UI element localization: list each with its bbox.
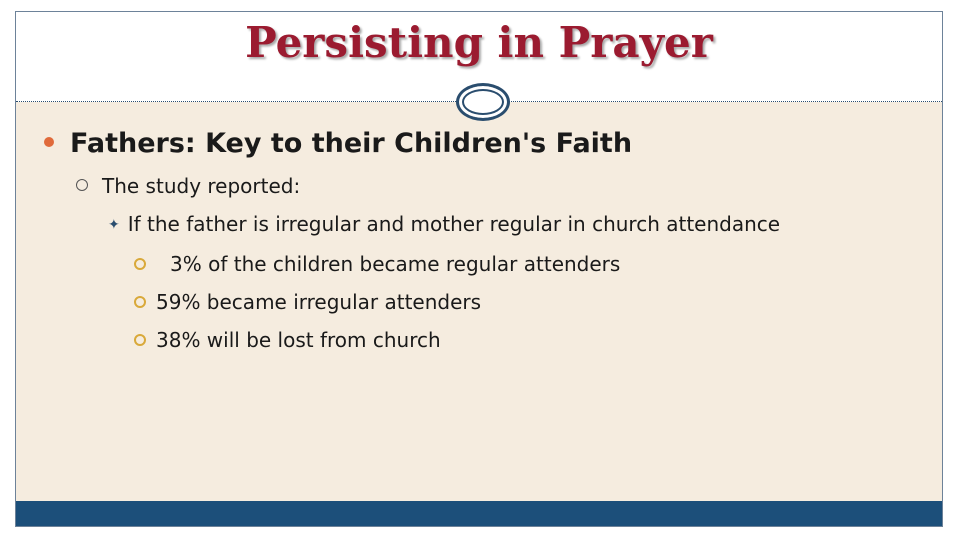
bullet-level3 bbox=[108, 212, 780, 236]
bullet-level1 bbox=[44, 128, 632, 159]
bullet-level2 bbox=[76, 174, 300, 198]
star-bullet-icon: ✦ bbox=[108, 217, 120, 233]
bullet-level3-text: If the father is irregular and mother regular in church attendance bbox=[127, 212, 781, 236]
bullet-level4-text: 38% will be lost from church bbox=[156, 328, 441, 352]
filled-circle-bullet-icon bbox=[44, 137, 54, 147]
bullet-level1-text: Fathers: Key to their Children's Faith bbox=[70, 128, 633, 159]
bullet-level4-text: 59% became irregular attenders bbox=[156, 290, 482, 314]
bullet-level4-item bbox=[134, 328, 441, 352]
bullet-level2-text: The study reported: bbox=[102, 174, 301, 198]
bullet-level4-text: 3% of the children became regular attenders bbox=[170, 252, 621, 276]
hollow-circle-bullet-icon bbox=[76, 179, 88, 191]
ring-bullet-icon bbox=[134, 334, 146, 346]
ring-bullet-icon bbox=[134, 296, 146, 308]
bullet-level4-item bbox=[134, 290, 481, 314]
slide-title: Persisting in Prayer bbox=[245, 18, 713, 67]
slide bbox=[15, 11, 943, 527]
ring-bullet-icon bbox=[134, 258, 146, 270]
bullet-level4-item bbox=[134, 252, 620, 276]
ring-ornament-icon bbox=[456, 83, 510, 121]
footer-bar bbox=[16, 501, 942, 526]
